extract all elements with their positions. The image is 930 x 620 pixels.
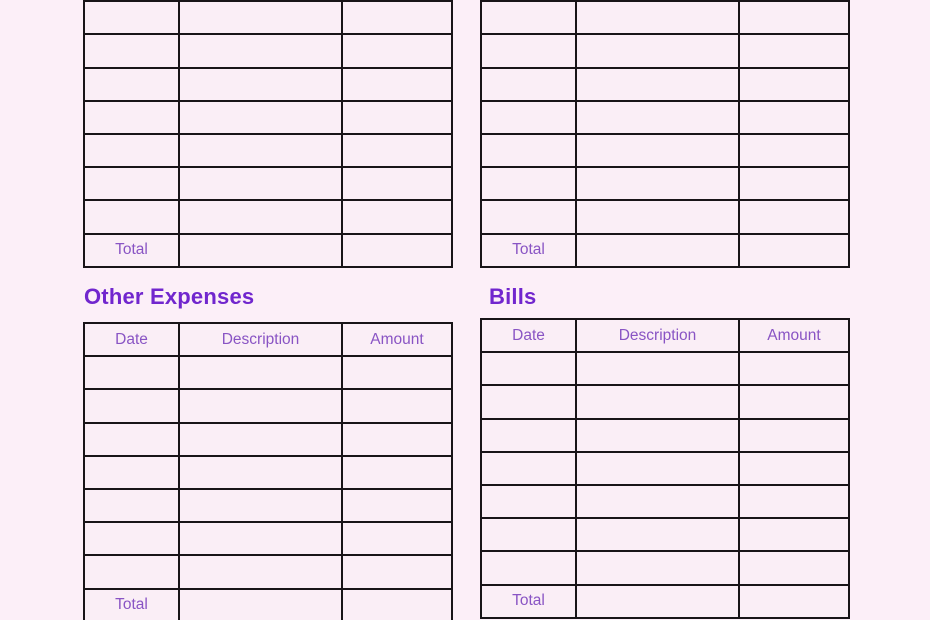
header-cell-amount: Amount <box>342 323 452 356</box>
table-cell <box>179 423 342 456</box>
table-row <box>84 423 452 456</box>
total-value-cell <box>179 589 342 620</box>
total-label-cell: Total <box>481 585 576 618</box>
table-cell <box>481 385 576 418</box>
total-value-cell <box>576 585 739 618</box>
table-cell <box>481 485 576 518</box>
table-cell <box>576 134 739 167</box>
table-row <box>481 419 849 452</box>
table-cell <box>179 522 342 555</box>
table-row <box>481 167 849 200</box>
total-amount-cell <box>739 234 849 267</box>
table-cell <box>481 34 576 67</box>
table-cell <box>739 452 849 485</box>
table-cell <box>739 101 849 134</box>
table-cell <box>739 485 849 518</box>
table-cell <box>576 34 739 67</box>
table-cell <box>576 101 739 134</box>
table-row <box>84 34 452 67</box>
table-row <box>84 356 452 389</box>
table-row <box>84 489 452 522</box>
table-row <box>481 134 849 167</box>
table-cell <box>576 1 739 34</box>
table-cell <box>179 167 342 200</box>
table-cell <box>84 489 179 522</box>
table-cell <box>342 68 452 101</box>
table-cell <box>84 134 179 167</box>
table-cell <box>179 68 342 101</box>
table-cell <box>342 134 452 167</box>
table-cell <box>342 1 452 34</box>
table-cell <box>481 419 576 452</box>
table-cell <box>576 485 739 518</box>
total-amount-cell <box>342 589 452 620</box>
table-header-row <box>84 323 452 356</box>
table-cell <box>342 167 452 200</box>
table-cell <box>739 134 849 167</box>
table-cell <box>739 551 849 584</box>
table-cell <box>481 452 576 485</box>
table-cell <box>576 352 739 385</box>
table-cell <box>179 200 342 233</box>
table-cell <box>179 134 342 167</box>
table-cell <box>179 389 342 422</box>
table-row <box>481 200 849 233</box>
table-cell <box>342 423 452 456</box>
table-cell <box>739 419 849 452</box>
table-cell <box>576 385 739 418</box>
header-cell-amount: Amount <box>739 319 849 352</box>
table-row <box>481 1 849 34</box>
table-total-row <box>84 589 452 620</box>
table-cell <box>84 200 179 233</box>
table-cell <box>84 555 179 588</box>
table-cell <box>739 68 849 101</box>
table-cell <box>342 489 452 522</box>
table-cell <box>739 167 849 200</box>
table-cell <box>481 1 576 34</box>
table-cell <box>739 1 849 34</box>
table-cell <box>576 68 739 101</box>
table-cell <box>481 101 576 134</box>
table-row <box>481 385 849 418</box>
table-cell <box>481 551 576 584</box>
table-cell <box>84 167 179 200</box>
header-cell-description: Description <box>576 319 739 352</box>
table-bills <box>480 318 850 619</box>
table-cell <box>739 352 849 385</box>
table-cell <box>576 419 739 452</box>
table-row <box>84 389 452 422</box>
total-amount-cell <box>739 585 849 618</box>
table-cell <box>342 34 452 67</box>
table-cell <box>739 385 849 418</box>
table-total-row <box>481 585 849 618</box>
table-total-row <box>481 234 849 267</box>
table-row <box>481 452 849 485</box>
table-row <box>84 68 452 101</box>
table-row <box>84 555 452 588</box>
table-cell <box>739 518 849 551</box>
table-row <box>481 551 849 584</box>
table-row <box>481 352 849 385</box>
table-cell <box>84 68 179 101</box>
table-cell <box>84 456 179 489</box>
table-cell <box>84 522 179 555</box>
table-cell <box>179 101 342 134</box>
table-cell <box>179 1 342 34</box>
header-cell-date: Date <box>481 319 576 352</box>
table-cell <box>84 356 179 389</box>
table-cell <box>576 167 739 200</box>
table-other-expenses <box>83 322 453 620</box>
total-amount-cell <box>342 234 452 267</box>
table-header-row <box>481 319 849 352</box>
total-label-cell: Total <box>84 589 179 620</box>
table-cell <box>84 101 179 134</box>
table-cell <box>342 555 452 588</box>
table-cell <box>84 34 179 67</box>
table-row <box>481 518 849 551</box>
table-cell <box>342 389 452 422</box>
table-cell <box>179 356 342 389</box>
table-cell <box>179 489 342 522</box>
table-cell <box>739 200 849 233</box>
table-cell <box>84 1 179 34</box>
table-row <box>481 34 849 67</box>
table-top-right <box>480 0 850 268</box>
total-label-cell: Total <box>84 234 179 267</box>
table-cell <box>84 389 179 422</box>
table-cell <box>342 456 452 489</box>
table-row <box>481 68 849 101</box>
table-cell <box>481 134 576 167</box>
table-row <box>481 101 849 134</box>
header-cell-date: Date <box>84 323 179 356</box>
table-cell <box>481 352 576 385</box>
table-cell <box>481 68 576 101</box>
total-value-cell <box>179 234 342 267</box>
table-row <box>84 200 452 233</box>
table-row <box>84 522 452 555</box>
table-cell <box>576 200 739 233</box>
table-cell <box>576 518 739 551</box>
table-cell <box>342 356 452 389</box>
table-cell <box>576 551 739 584</box>
table-top-left <box>83 0 453 268</box>
table-cell <box>84 423 179 456</box>
table-cell <box>179 555 342 588</box>
total-value-cell <box>576 234 739 267</box>
table-cell <box>481 518 576 551</box>
table-cell <box>179 456 342 489</box>
other-expenses-heading: Other Expenses <box>84 284 255 309</box>
table-cell <box>342 101 452 134</box>
table-cell <box>179 34 342 67</box>
table-row <box>84 1 452 34</box>
table-row <box>84 456 452 489</box>
total-label-cell: Total <box>481 234 576 267</box>
table-cell <box>739 34 849 67</box>
table-row <box>84 167 452 200</box>
bills-heading: Bills <box>489 284 537 309</box>
table-row <box>481 485 849 518</box>
table-cell <box>342 200 452 233</box>
table-cell <box>481 200 576 233</box>
table-cell <box>576 452 739 485</box>
table-row <box>84 101 452 134</box>
header-cell-description: Description <box>179 323 342 356</box>
table-cell <box>481 167 576 200</box>
table-row <box>84 134 452 167</box>
table-total-row <box>84 234 452 267</box>
table-cell <box>342 522 452 555</box>
